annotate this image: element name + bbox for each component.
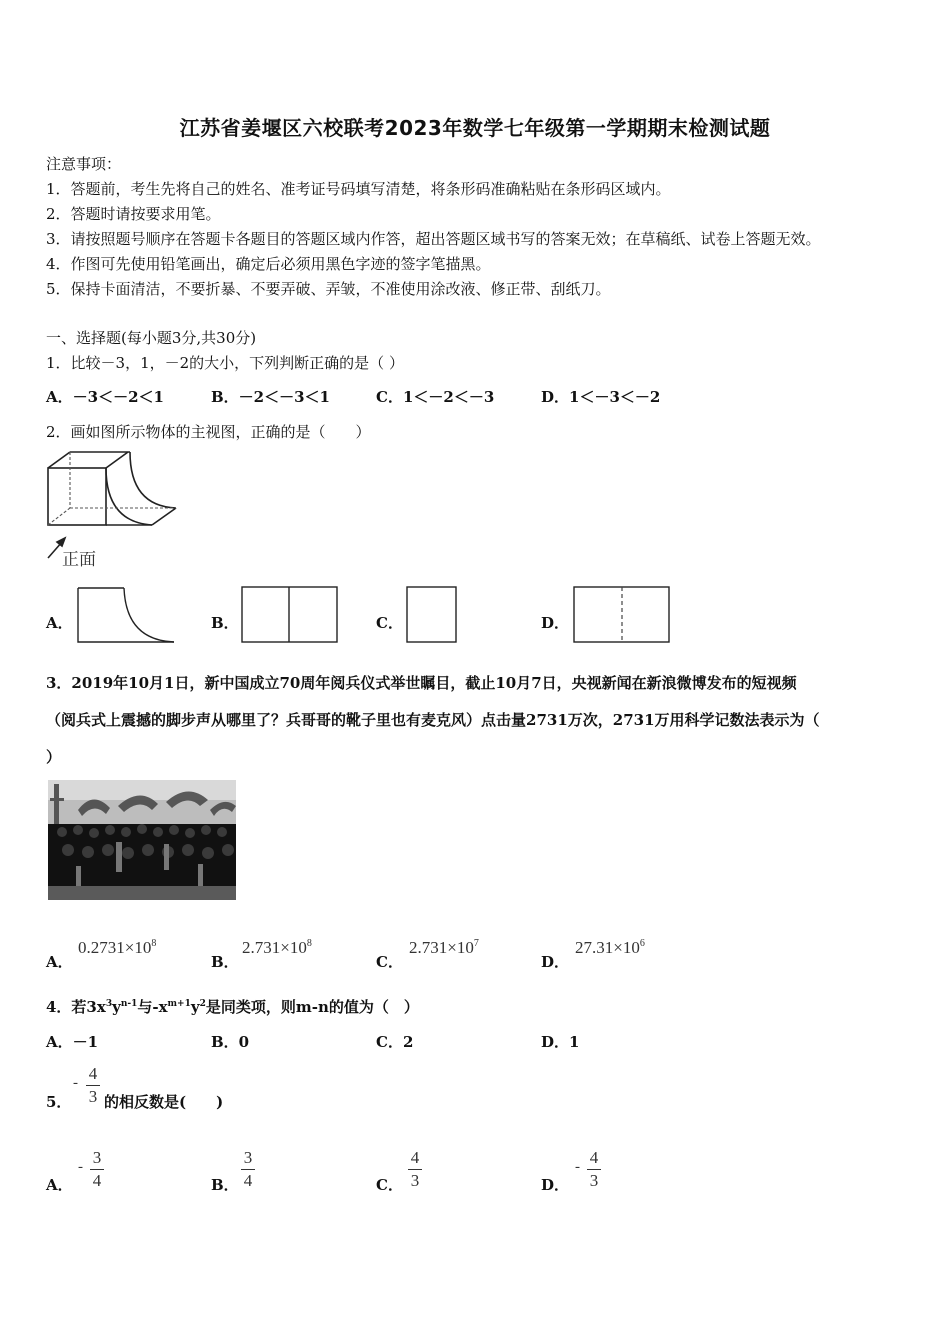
- page-title: 江苏省姜堰区六校联考2023年数学七年级第一学期期末检测试题: [179, 116, 771, 140]
- section-heading: 一、选择题(每小题3分,共30分): [46, 329, 257, 347]
- q5-option-b-fraction[interactable]: 3 4: [241, 1148, 255, 1191]
- q1-option-b[interactable]: B．－2＜－3＜1: [211, 388, 330, 406]
- notice-item: 4．作图可先使用铅笔画出，确定后必须用黑色字迹的签字笔描黑。: [46, 255, 491, 273]
- q3-option-a-value[interactable]: $0.2731\times 10^8$: [78, 938, 157, 957]
- q3-option-c-label[interactable]: C．: [376, 953, 403, 971]
- q2-option-a-view[interactable]: [76, 586, 176, 644]
- question-3-stem-line: ）: [46, 748, 62, 766]
- notice-item: 5．保持卡面清洁，不要折暴、不要弄破、弄皱，不准使用涂改液、修正带、刮纸刀。: [46, 280, 611, 298]
- q2-option-b-label[interactable]: B．: [211, 614, 239, 632]
- q4-option-d[interactable]: D．1: [541, 1033, 580, 1051]
- q2-option-c-view[interactable]: [406, 586, 458, 644]
- q2-option-b-view[interactable]: [241, 586, 339, 644]
- q1-option-d[interactable]: D．1＜－3＜－2: [541, 388, 661, 406]
- q3-option-b-value[interactable]: $2.731\times 10^8$: [242, 938, 312, 957]
- q2-option-d-view[interactable]: [573, 586, 671, 644]
- q2-option-d-label[interactable]: D．: [541, 614, 570, 632]
- question-4-stem: 4．若$3x^3y^{n-1}$与$-x^{m+1}y^2$是同类项，则m-n的值为（ ）: [46, 998, 419, 1016]
- q5-option-d-sign[interactable]: -: [575, 1159, 580, 1175]
- q5-option-b-label[interactable]: B．: [211, 1176, 239, 1194]
- q3-option-d-label[interactable]: D．: [541, 953, 570, 971]
- q5-stem-fraction: 4 3: [86, 1064, 100, 1107]
- q1-option-a[interactable]: A．－3＜－2＜1: [46, 388, 164, 406]
- question-5-number: 5．: [46, 1093, 72, 1111]
- q3-option-a-label[interactable]: A．: [46, 953, 73, 971]
- q3-option-c-value[interactable]: $2.731\times 10^7$: [409, 938, 479, 957]
- question-3-stem-line: 3．2019年10月1日，新中国成立70周年阅兵仪式举世瞩目，截止10月7日，央视新闻在新浪微博发布的短视频: [46, 674, 797, 692]
- q5-option-c-label[interactable]: C．: [376, 1176, 403, 1194]
- q5-option-d-label[interactable]: D．: [541, 1176, 570, 1194]
- question-3-stem-line: （阅兵式上震撼的脚步声从哪里了？兵哥哥的靴子里也有麦克风）点击量2731万次，2731万用科学记数法表示为（: [46, 711, 820, 729]
- q2-option-a-label[interactable]: A．: [46, 614, 73, 632]
- q2-option-c-label[interactable]: C．: [376, 614, 403, 632]
- q4-option-b[interactable]: B．0: [211, 1033, 250, 1051]
- notice-item: 2．答题时请按要求用笔。: [46, 205, 221, 223]
- notice-heading: 注意事项：: [46, 155, 122, 173]
- front-label: 正面: [62, 550, 96, 570]
- q5-option-d-fraction[interactable]: 4 3: [587, 1148, 601, 1191]
- q4-option-a[interactable]: A．－1: [46, 1033, 99, 1051]
- q3-option-d-value[interactable]: $27.31\times 10^6$: [575, 938, 645, 957]
- question-2-stem: 2．画如图所示物体的主视图，正确的是（ ）: [46, 423, 371, 441]
- q3-option-b-label[interactable]: B．: [211, 953, 239, 971]
- q5-option-a-fraction[interactable]: 3 4: [90, 1148, 104, 1191]
- q4-option-c[interactable]: C．2: [376, 1033, 414, 1051]
- q5-option-c-fraction[interactable]: 4 3: [408, 1148, 422, 1191]
- q5-option-a-sign[interactable]: -: [78, 1159, 83, 1175]
- parade-photo: [48, 780, 236, 900]
- q5-stem-sign: -: [73, 1075, 78, 1091]
- question-5-stem: 的相反数是( ): [104, 1093, 224, 1111]
- notice-item: 1．答题前，考生先将自己的姓名、准考证号码填写清楚，将条形码准确粘贴在条形码区域内。: [46, 180, 671, 198]
- q5-option-a-label[interactable]: A．: [46, 1176, 73, 1194]
- q1-option-c[interactable]: C．1＜－2＜－3: [376, 388, 495, 406]
- question-1-stem: 1．比较－3，1，－2的大小，下列判断正确的是（ ）: [46, 354, 404, 372]
- notice-item: 3．请按照题号顺序在答题卡各题目的答题区域内作答，超出答题区域书写的答案无效；在草稿纸、试卷上答题无效。: [46, 230, 821, 248]
